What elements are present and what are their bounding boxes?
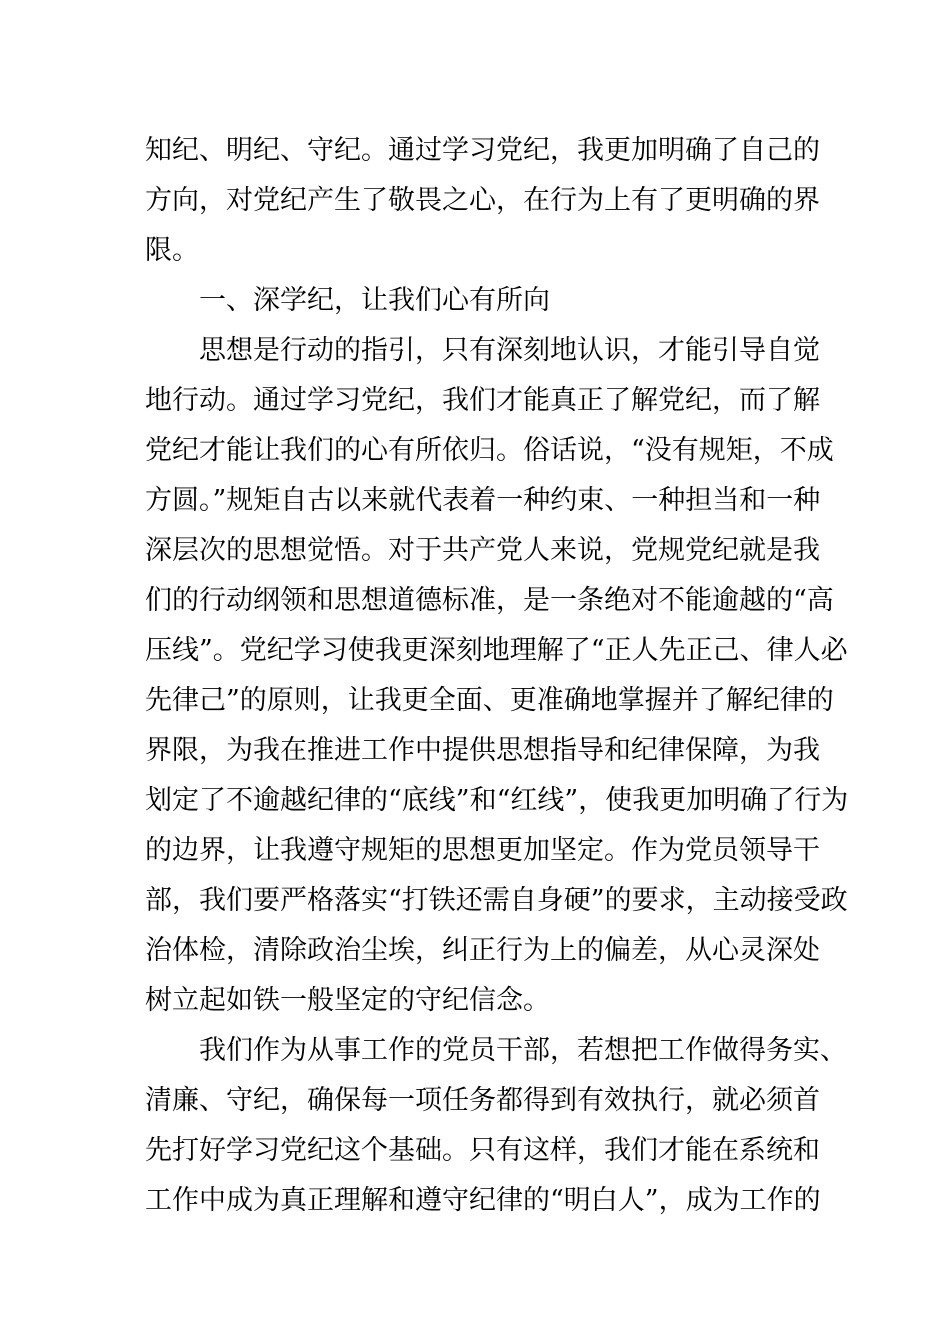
heading-text: 一、深学纪，让我们心有所向 [199,285,550,316]
text-line: 先打好学习党纪这个基础。只有这样，我们才能在系统和 [145,1135,820,1166]
text-line: 深层次的思想觉悟。对于共产党人来说，党规党纪就是我 [145,535,820,566]
text-line: 思想是行动的指引，只有深刻地认识，才能引导自觉 [199,335,820,366]
text-line: 治体检，清除政治尘埃，纠正行为上的偏差，从心灵深处 [145,935,820,966]
text-line: 树立起如铁一般坚定的守纪信念。 [145,985,550,1016]
paragraph [145,126,820,276]
paragraph [145,326,849,1026]
text-line: 地行动。通过学习党纪，我们才能真正了解党纪，而了解 [145,385,820,416]
text-line: 工作中成为真正理解和遵守纪律的“明白人”，成为工作的 [145,1185,821,1216]
text-line: 我们作为从事工作的党员干部，若想把工作做得务实、 [199,1035,847,1066]
text-line: 党纪才能让我们的心有所依归。俗话说，“没有规矩，不成 [145,435,834,466]
text-line: 方圆。”规矩自古以来就代表着一种约束、一种担当和一种 [145,485,821,516]
text-line: 先律己”的原则，让我更全面、更准确地掌握并了解纪律的 [145,685,834,716]
text-line: 压线”。党纪学习使我更深刻地理解了“正人先正己、律人必 [145,635,848,666]
paragraph [145,1026,847,1226]
text-line: 划定了不逾越纪律的“底线”和“红线”，使我更加明确了行为 [145,785,849,816]
document-body [145,126,849,1226]
text-line: 的边界，让我遵守规矩的思想更加坚定。作为党员领导干 [145,835,820,866]
text-line: 知纪、明纪、守纪。通过学习党纪，我更加明确了自己的 [145,135,820,166]
text-line: 们的行动纲领和思想道德标准，是一条绝对不能逾越的“高 [145,585,834,616]
section-heading [145,276,809,326]
text-line: 限。 [145,235,199,266]
text-line: 方向，对党纪产生了敬畏之心，在行为上有了更明确的界 [145,185,820,216]
text-line: 界限，为我在推进工作中提供思想指导和纪律保障，为我 [145,735,820,766]
text-line: 清廉、守纪，确保每一项任务都得到有效执行，就必须首 [145,1085,820,1116]
text-line: 部，我们要严格落实“打铁还需自身硬”的要求，主动接受政 [145,885,848,916]
